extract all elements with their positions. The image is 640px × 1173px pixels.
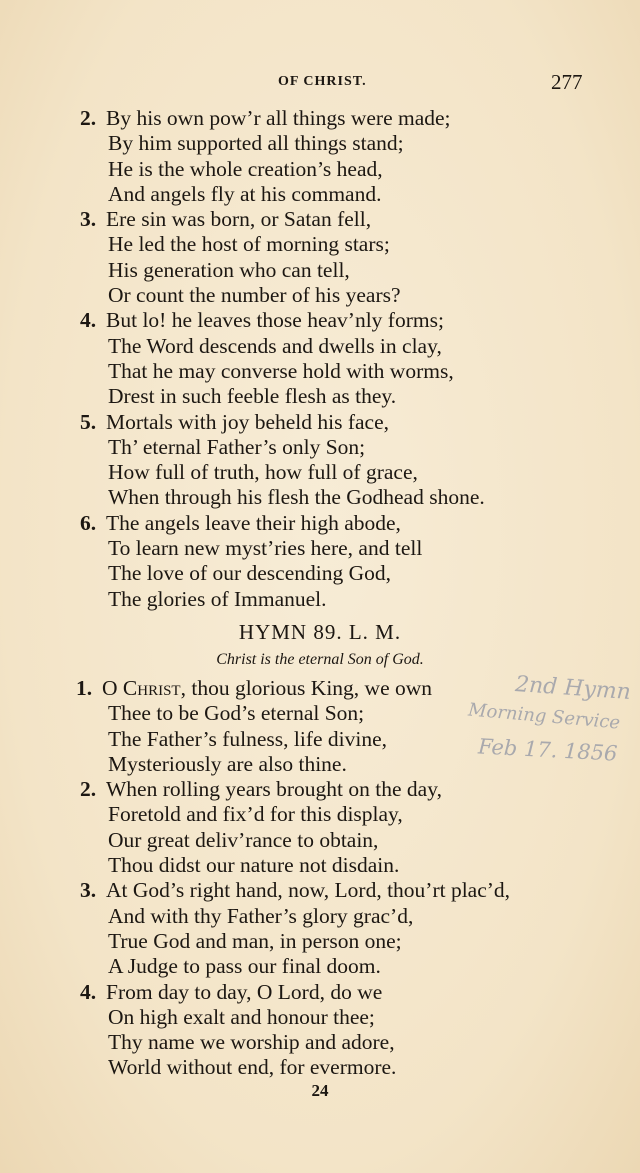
hymn-line	[80, 561, 620, 586]
hymn-line	[80, 853, 620, 878]
hymn-line	[80, 232, 620, 257]
verse-number: 3.	[80, 878, 97, 903]
verse-text	[102, 676, 432, 701]
verse-text: How full of truth, how full of grace,	[108, 460, 418, 485]
hymn-line	[80, 980, 620, 1005]
hymn-line	[80, 929, 620, 954]
hymn-line	[80, 587, 620, 612]
verse-text: On high exalt and honour thee;	[108, 1004, 375, 1029]
hymn-line	[80, 485, 620, 510]
verse-number: 4.	[80, 308, 97, 333]
hymn-line	[80, 878, 620, 903]
hymn-line	[80, 258, 620, 283]
verse-text: Thy name we worship and adore,	[108, 1030, 395, 1055]
verse-number: 2.	[80, 777, 97, 802]
verse-text: True God and man, in person one;	[108, 928, 402, 953]
verse-text: Thou didst our nature not disdain.	[108, 853, 400, 878]
hymn-line	[80, 536, 620, 561]
verse-text: His generation who can tell,	[108, 257, 350, 282]
verse-number: 4.	[80, 979, 97, 1004]
verse-text: World without end, for evermore.	[108, 1055, 397, 1080]
verse-number: 2.	[80, 106, 97, 130]
hymn-89-heading: HYMN 89. L. M.	[238, 620, 402, 644]
hymn-line	[80, 904, 620, 929]
verse-text: The Word descends and dwells in clay,	[108, 333, 442, 358]
verse-text: A Judge to pass our final doom.	[108, 954, 381, 979]
verse-text: The Father’s fulness, life divine,	[108, 726, 388, 751]
hymn-line	[80, 802, 620, 827]
verse-text: The glories of Immanuel.	[108, 586, 327, 611]
verse-text: When rolling years brought on the day,	[106, 777, 442, 802]
signature-mark: 24	[311, 1081, 329, 1100]
verse-text: And angels fly at his command.	[108, 181, 382, 206]
verse-text: Drest in such feeble flesh as they.	[108, 384, 397, 409]
hymn-line	[80, 1055, 620, 1080]
verse-number: 1.	[76, 676, 93, 700]
verse-number: 3.	[80, 207, 97, 232]
verse-text: Mysteriously are also thine.	[108, 751, 347, 776]
hymn-line	[80, 283, 620, 308]
hymn-line	[80, 511, 620, 536]
verse-text: But lo! he leaves those heav’nly forms;	[106, 308, 444, 333]
handwritten-note-line1: 2nd Hymn	[514, 671, 632, 706]
hymn-line	[80, 334, 620, 359]
verse-text: The love of our descending God,	[108, 561, 392, 586]
hymn-line	[80, 1005, 620, 1030]
verse-text: Th’ eternal Father’s only Son;	[108, 434, 366, 459]
verse-text: And with thy Father’s glory grac’d,	[108, 903, 414, 928]
verse-text: He is the whole creation’s head,	[108, 156, 383, 181]
hymn-line	[80, 777, 620, 802]
hymn-line	[80, 157, 620, 182]
hymn-line	[80, 410, 620, 435]
hymn-89-subtitle: Christ is the eternal Son of God.	[216, 651, 424, 668]
handwritten-note-line3: Feb 17. 1856	[477, 734, 619, 766]
small-caps-word: O Christ	[102, 676, 181, 700]
verse-text: From day to day, O Lord, do we	[106, 979, 383, 1004]
verse-text: Our great deliv’rance to obtain,	[108, 827, 379, 852]
verse-text: Or count the number of his years?	[108, 283, 401, 308]
page-number: 277	[551, 70, 583, 94]
verse-number: 5.	[80, 409, 97, 434]
hymn-line	[80, 954, 620, 979]
verse-text: The angels leave their high abode,	[106, 510, 401, 535]
hymn-line	[80, 359, 620, 384]
verse-text: He led the host of morning stars;	[108, 232, 390, 257]
verse-text: Mortals with joy beheld his face,	[106, 409, 390, 434]
verse-text: Foretold and fix’d for this display,	[108, 802, 403, 827]
hymn-line	[80, 131, 620, 156]
hymn-line	[80, 308, 620, 333]
verse-text: Ere sin was born, or Satan fell,	[106, 207, 372, 232]
hymn-line	[80, 460, 620, 485]
verse-text: To learn new myst’ries here, and tell	[108, 536, 423, 561]
verse-text: That he may converse hold with worms,	[108, 358, 454, 383]
verse-text: By his own pow’r all things were made;	[106, 106, 451, 130]
verse-text: When through his flesh the Godhead shone.	[108, 485, 485, 510]
hymn-88-continued	[80, 106, 620, 612]
verse-text: At God’s right hand, now, Lord, thou’rt plac’d,	[106, 878, 511, 903]
hymn-line	[80, 207, 620, 232]
handwritten-note-line2: Morning Service	[467, 699, 621, 734]
running-head	[0, 72, 640, 98]
verse-text-rest: , thou glorious King, we own	[180, 676, 433, 700]
hymn-line	[80, 384, 620, 409]
hymn-line	[80, 182, 620, 207]
hymn-line	[80, 106, 620, 131]
hymn-line	[80, 435, 620, 460]
running-head-title: OF CHRIST.	[278, 74, 367, 89]
hymn-line	[80, 828, 620, 853]
verse-text: Thee to be God’s eternal Son;	[108, 701, 365, 726]
verse-text: By him supported all things stand;	[108, 131, 404, 156]
hymn-line	[80, 1030, 620, 1055]
verse-number: 6.	[80, 510, 97, 535]
